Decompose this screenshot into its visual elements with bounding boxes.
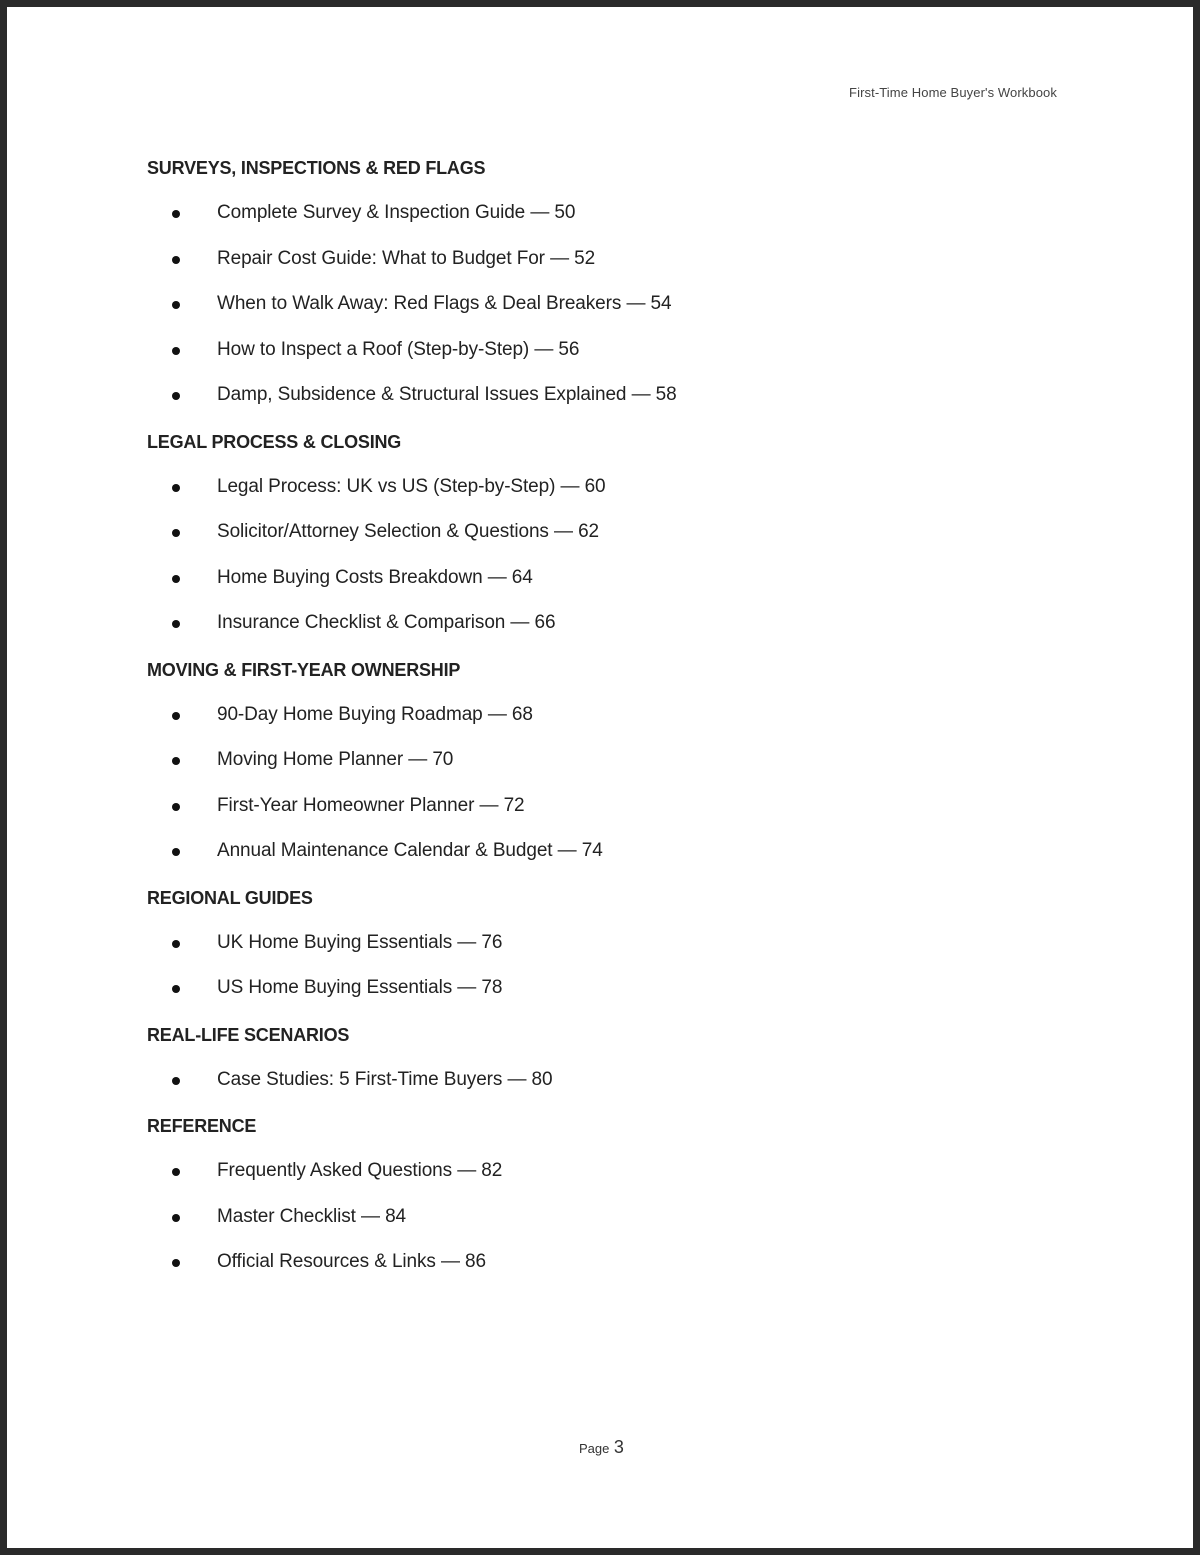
toc-entry	[147, 974, 1047, 1020]
toc-section	[147, 427, 1047, 655]
toc-entry	[147, 609, 1047, 655]
toc-entry	[147, 792, 1047, 838]
toc-entry	[147, 746, 1047, 792]
toc-entry	[147, 1248, 1047, 1294]
toc-entry	[147, 1203, 1047, 1249]
bullet-icon	[172, 803, 180, 811]
bullet-icon	[172, 575, 180, 583]
toc-list	[147, 929, 1047, 1020]
toc-entry-text: Repair Cost Guide: What to Budget For — 52	[217, 247, 596, 269]
bullet-icon	[172, 210, 180, 218]
toc-entry-text: Case Studies: 5 First-Time Buyers — 80	[217, 1068, 553, 1090]
bullet-icon	[172, 848, 180, 856]
toc-entry	[147, 290, 1047, 336]
toc-entry-text: Insurance Checklist & Comparison — 66	[217, 612, 556, 633]
toc-section	[147, 1020, 1047, 1112]
toc-entry-text: Frequently Asked Questions — 82	[217, 1160, 503, 1181]
bullet-icon	[172, 620, 180, 628]
toc-entry-text: 90-Day Home Buying Roadmap — 68	[217, 703, 533, 725]
bullet-icon	[172, 1077, 180, 1085]
section-heading: REGIONAL GUIDES	[147, 887, 313, 908]
bullet-icon	[172, 712, 180, 720]
toc-entry-text: Legal Process: UK vs US (Step-by-Step) — 60	[217, 475, 606, 497]
bullet-icon	[172, 1259, 180, 1267]
toc-entry	[147, 381, 1047, 427]
toc-section	[147, 883, 1047, 1020]
bullet-icon	[172, 985, 180, 993]
page-label: Page	[579, 1441, 610, 1456]
bullet-icon	[172, 347, 180, 355]
page-footer	[579, 1437, 624, 1458]
toc-entry	[147, 701, 1047, 747]
toc-entry-text: UK Home Buying Essentials — 76	[217, 931, 503, 953]
running-header-title: First-Time Home Buyer's Workbook	[849, 85, 1057, 100]
section-heading: MOVING & FIRST-YEAR OWNERSHIP	[147, 659, 461, 680]
section-heading: LEGAL PROCESS & CLOSING	[147, 431, 402, 452]
toc-list	[147, 473, 1047, 655]
toc-section	[147, 153, 1047, 427]
toc-section	[147, 1111, 1047, 1294]
toc-entry-text: Complete Survey & Inspection Guide — 50	[217, 202, 576, 223]
toc-entry	[147, 929, 1047, 975]
toc-entry-text: US Home Buying Essentials — 78	[217, 977, 503, 998]
toc-entry-text: Official Resources & Links — 86	[217, 1251, 486, 1272]
bullet-icon	[172, 1168, 180, 1176]
toc-entry-text: When to Walk Away: Red Flags & Deal Breakers — 54	[217, 293, 672, 314]
toc-entry	[147, 518, 1047, 564]
bullet-icon	[172, 757, 180, 765]
toc-entry	[147, 199, 1047, 245]
toc-entry-text: Solicitor/Attorney Selection & Questions — 62	[217, 521, 600, 542]
toc-entry	[147, 1066, 1047, 1112]
bullet-icon	[172, 1214, 180, 1222]
bullet-icon	[172, 529, 180, 537]
document-page	[7, 7, 1193, 1548]
bullet-icon	[172, 392, 180, 400]
toc-entry	[147, 837, 1047, 883]
toc-entry-text: First-Year Homeowner Planner — 72	[217, 794, 525, 816]
page-number: 3	[613, 1437, 624, 1457]
toc-entry-text: How to Inspect a Roof (Step-by-Step) — 56	[217, 338, 580, 360]
toc-entry	[147, 473, 1047, 519]
bullet-icon	[172, 484, 180, 492]
bullet-icon	[172, 256, 180, 264]
section-heading: REFERENCE	[147, 1116, 257, 1136]
toc-entry-text: Home Buying Costs Breakdown — 64	[217, 566, 533, 588]
section-heading: SURVEYS, INSPECTIONS & RED FLAGS	[147, 158, 486, 178]
toc-entry	[147, 564, 1047, 610]
toc-entry	[147, 1157, 1047, 1203]
toc-section	[147, 655, 1047, 883]
toc-entry-text: Moving Home Planner — 70	[217, 749, 454, 770]
toc-list	[147, 199, 1047, 427]
toc-entry	[147, 245, 1047, 291]
bullet-icon	[172, 940, 180, 948]
toc-entry-text: Damp, Subsidence & Structural Issues Explained — 58	[217, 384, 677, 405]
toc-list	[147, 1157, 1047, 1294]
toc-list	[147, 1066, 1047, 1112]
toc-entry-text: Master Checklist — 84	[217, 1205, 407, 1227]
bullet-icon	[172, 301, 180, 309]
table-of-contents	[147, 153, 1047, 1294]
toc-list	[147, 701, 1047, 883]
toc-entry	[147, 336, 1047, 382]
toc-entry-text: Annual Maintenance Calendar & Budget — 74	[217, 840, 603, 861]
section-heading: REAL-LIFE SCENARIOS	[147, 1024, 350, 1045]
